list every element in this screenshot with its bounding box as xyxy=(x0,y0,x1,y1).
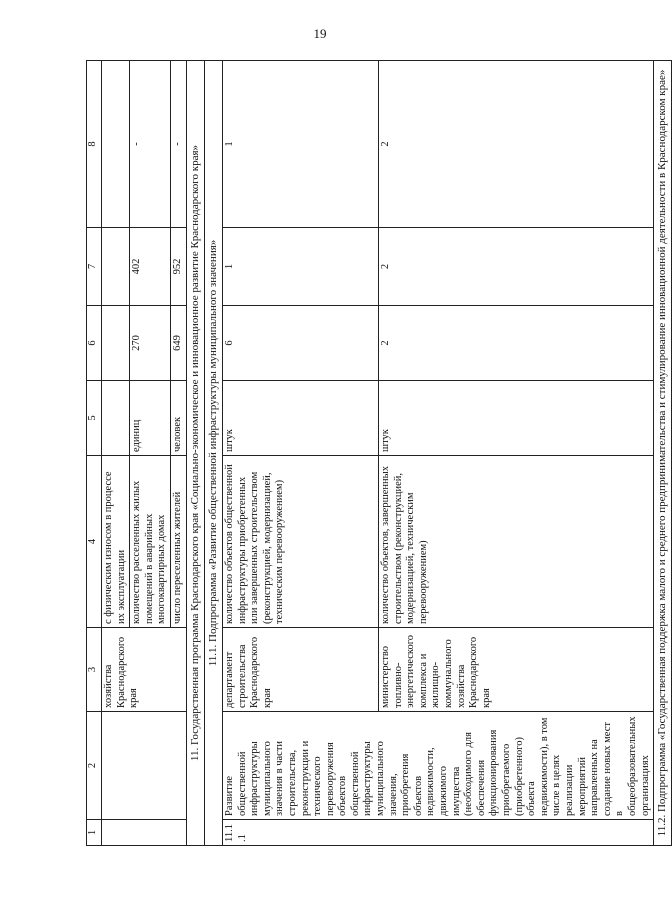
header-cell: 6 xyxy=(87,306,102,381)
value-cell: 1 xyxy=(222,61,378,228)
subprogram-row xyxy=(204,61,222,846)
value-cell: 1 xyxy=(222,228,378,306)
value-cell: 270 xyxy=(130,306,171,381)
value-cell xyxy=(102,61,130,228)
measure-cell xyxy=(102,712,187,820)
subprogram-title: 11.1. Подпрограмма «Развитие общественной инфраструктуры муниципального значения» xyxy=(204,61,222,846)
unit-cell: человек xyxy=(170,381,186,456)
header-cell: 8 xyxy=(87,61,102,228)
rotated-table-container xyxy=(86,61,669,846)
value-cell: 2 xyxy=(378,306,653,381)
header-cell: 2 xyxy=(87,712,102,820)
program-table xyxy=(86,60,672,846)
executor-cell: департамент строительства Краснодарского края xyxy=(222,628,378,712)
unit-cell: штук xyxy=(378,381,653,456)
value-cell: 2 xyxy=(378,228,653,306)
value-cell: 6 xyxy=(222,306,378,381)
measure-cell: Развитие общественной инфраструктуры муниципального значения в части строительства, реконструкции и технического перевооружения объектов общественной инфраструктуры муниципального значения, приобретения объектов недвижимости, движимого имущества (необходимого для обеспечения функционирования приобретаемого (приобретенного) объекта недвижимости), в том числе в целях реализации мероприятий направленных на создание новых мест в общеобразовательных организациях xyxy=(222,712,653,820)
value-cell: - xyxy=(170,61,186,228)
header-cell: 1 xyxy=(87,820,102,846)
page-number: 19 xyxy=(313,26,327,41)
number-cell: 11.1.1 xyxy=(222,820,653,846)
value-cell: - xyxy=(130,61,171,228)
header-row xyxy=(87,61,102,846)
unit-cell: единиц xyxy=(130,381,171,456)
value-cell: 402 xyxy=(130,228,171,306)
value-cell: 952 xyxy=(170,228,186,306)
number-cell xyxy=(102,820,187,846)
table-row xyxy=(222,61,378,846)
value-cell xyxy=(102,228,130,306)
indicator-cell: количество расселенных жилых помещений в аварийных многоквартирных домах xyxy=(130,456,171,628)
section-title: 11. Государственная программа Краснодарского края «Социально-экономическое и инновационное развитие Краснодарского края» xyxy=(186,61,204,846)
unit-cell: штук xyxy=(222,381,378,456)
header-cell: 7 xyxy=(87,228,102,306)
executor-cell: хозяйства Краснодарского края xyxy=(102,628,187,712)
table-row xyxy=(102,61,130,846)
subprogram-row xyxy=(654,61,672,846)
indicator-cell: число переселенных жителей xyxy=(170,456,186,628)
header-cell: 4 xyxy=(87,456,102,628)
executor-cell: министерство топливно-энергетического комплекса и жилищно-коммунального хозяйства Краснодарского края xyxy=(378,628,653,712)
indicator-cell: с физическим износом в процессе их эксплуатации xyxy=(102,456,130,628)
indicator-cell: количество объектов общественной инфраструктуры приобретенных или завершенных строительством (реконструкцией, модернизацией, техническим перевооружением) xyxy=(222,456,378,628)
subprogram-title: 11.2. Подпрограмма «Государственная поддержка малого и среднего предпринимательства и стимулирование инновационной деятельности в Краснодарском крае» xyxy=(654,61,672,846)
indicator-cell: количество объектов, завершенных строительством (реконструкцией, модернизацией, техническим перевооружением) xyxy=(378,456,653,628)
value-cell: 649 xyxy=(170,306,186,381)
unit-cell xyxy=(102,381,130,456)
header-cell: 5 xyxy=(87,381,102,456)
value-cell xyxy=(102,306,130,381)
value-cell: 2 xyxy=(378,61,653,228)
header-cell: 3 xyxy=(87,628,102,712)
section-row xyxy=(186,61,204,846)
